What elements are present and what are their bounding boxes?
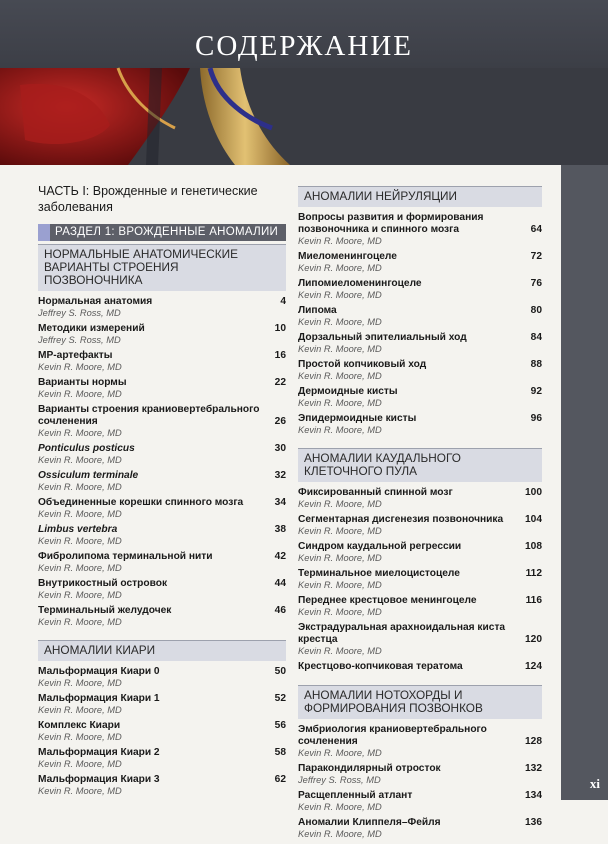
entry-author: Kevin R. Moore, MD xyxy=(298,344,382,354)
toc-entry xyxy=(38,578,286,601)
toc-entry xyxy=(298,817,542,840)
entry-author: Kevin R. Moore, MD xyxy=(298,748,382,758)
toc-entry xyxy=(38,443,286,466)
entry-page: 44 xyxy=(274,578,286,589)
group-heading: АНОМАЛИИ КАУДАЛЬНОГО КЛЕТОЧНОГО ПУЛА xyxy=(298,448,542,482)
entry-title: Объединенные корешки спинного мозга xyxy=(38,497,244,508)
toc-entry xyxy=(38,323,286,346)
toc-entry-line xyxy=(298,763,542,775)
entry-page: 76 xyxy=(530,278,542,289)
entry-title: Limbus vertebra xyxy=(38,524,118,535)
entry-page: 32 xyxy=(274,470,286,481)
toc-entry-line xyxy=(298,212,542,236)
toc-entry xyxy=(38,605,286,628)
toc-entry xyxy=(38,720,286,743)
entry-title: Простой копчиковый ход xyxy=(298,359,427,370)
toc-entry xyxy=(298,514,542,537)
entry-title: Ponticulus posticus xyxy=(38,443,135,454)
entry-page: 92 xyxy=(530,386,542,397)
entry-title: Внутрикостный островок xyxy=(38,578,168,589)
entry-title: Варианты нормы xyxy=(38,377,127,388)
entry-page: 112 xyxy=(525,568,542,579)
entry-page: 80 xyxy=(530,305,542,316)
entry-page: 58 xyxy=(274,747,286,758)
entry-author: Jeffrey S. Ross, MD xyxy=(38,335,121,345)
toc-entry-line xyxy=(298,278,542,290)
toc-entry xyxy=(298,305,542,328)
entry-page: 96 xyxy=(530,413,542,424)
entry-title: Варианты строения краниовертебрального сочленения xyxy=(38,404,260,427)
entry-author: Kevin R. Moore, MD xyxy=(298,371,382,381)
entry-page: 72 xyxy=(530,251,542,262)
toc-entry-line xyxy=(38,666,286,678)
entry-author: Kevin R. Moore, MD xyxy=(298,802,382,812)
toc-entry xyxy=(298,487,542,510)
toc-entry xyxy=(298,212,542,247)
toc-entry xyxy=(298,359,542,382)
toc-entry xyxy=(38,524,286,547)
entry-page: 64 xyxy=(530,224,542,235)
toc-entry-line xyxy=(298,595,542,607)
toc-entry xyxy=(298,790,542,813)
toc-entry xyxy=(298,661,542,673)
entry-author: Kevin R. Moore, MD xyxy=(38,678,122,688)
entry-page: 50 xyxy=(274,666,286,677)
toc-entry xyxy=(38,404,286,439)
toc-entry-line xyxy=(298,817,542,829)
toc-entry-line xyxy=(38,470,286,482)
toc-entry xyxy=(298,332,542,355)
entry-page: 88 xyxy=(530,359,542,370)
entry-page: 62 xyxy=(274,774,286,785)
toc-entry-line xyxy=(298,413,542,425)
entry-title: Терминальный желудочек xyxy=(38,605,172,616)
toc-entry xyxy=(38,747,286,770)
entry-title: Эпидермоидные кисты xyxy=(298,413,417,424)
toc-entry-line xyxy=(38,443,286,455)
header-banner xyxy=(0,0,608,165)
entry-title: Мальформация Киари 3 xyxy=(38,774,160,785)
toc-entry xyxy=(38,693,286,716)
entry-author: Kevin R. Moore, MD xyxy=(38,362,122,372)
entry-title: Мальформация Киари 2 xyxy=(38,747,160,758)
entry-author: Kevin R. Moore, MD xyxy=(38,590,122,600)
toc-entry xyxy=(38,497,286,520)
toc-entry xyxy=(298,595,542,618)
toc-entry-line xyxy=(38,404,286,428)
entry-title: Ossiculum terminale xyxy=(38,470,139,481)
toc-entry xyxy=(298,568,542,591)
entry-title: Вопросы развития и формирования позвоночника и спинного мозга xyxy=(298,212,484,235)
entry-page: 4 xyxy=(280,296,286,307)
entry-page: 10 xyxy=(274,323,286,334)
entry-title: Мальформация Киари 0 xyxy=(38,666,160,677)
entry-author: Kevin R. Moore, MD xyxy=(38,759,122,769)
left-groups xyxy=(38,244,286,797)
entry-author: Kevin R. Moore, MD xyxy=(298,646,382,656)
entry-page: 84 xyxy=(530,332,542,343)
entry-title: Нормальная анатомия xyxy=(38,296,153,307)
toc-entry-line xyxy=(298,487,542,499)
toc-entry-line xyxy=(38,720,286,732)
toc-entry-line xyxy=(298,332,542,344)
toc-entry xyxy=(298,413,542,436)
entry-page: 116 xyxy=(525,595,542,606)
right-groups xyxy=(298,186,542,840)
entry-page: 104 xyxy=(525,514,542,525)
entry-title: Дермоидные кисты xyxy=(298,386,398,397)
entry-page: 100 xyxy=(525,487,542,498)
toc-entry xyxy=(38,666,286,689)
toc-entry xyxy=(298,763,542,786)
entry-title: Липомиеломенингоцеле xyxy=(298,278,422,289)
toc-entry-line xyxy=(38,774,286,786)
entry-page: 134 xyxy=(525,790,542,801)
entry-author: Kevin R. Moore, MD xyxy=(298,829,382,839)
entry-page: 42 xyxy=(274,551,286,562)
entry-author: Kevin R. Moore, MD xyxy=(298,317,382,327)
entry-author: Kevin R. Moore, MD xyxy=(298,263,382,273)
toc-entry-line xyxy=(298,661,542,673)
right-column xyxy=(298,183,542,844)
entry-author: Kevin R. Moore, MD xyxy=(298,553,382,563)
group-heading: АНОМАЛИИ КИАРИ xyxy=(38,640,286,661)
toc-entry-line xyxy=(298,724,542,748)
entry-page: 16 xyxy=(274,350,286,361)
toc-entry-line xyxy=(298,359,542,371)
toc-entry-line xyxy=(38,323,286,335)
entry-author: Kevin R. Moore, MD xyxy=(38,563,122,573)
entry-page: 34 xyxy=(274,497,286,508)
toc-entry xyxy=(38,350,286,373)
entry-author: Kevin R. Moore, MD xyxy=(298,526,382,536)
group-heading: АНОМАЛИИ НЕЙРУЛЯЦИИ xyxy=(298,186,542,207)
entry-title: МР-артефакты xyxy=(38,350,113,361)
toc-entry-line xyxy=(38,551,286,563)
page-title: СОДЕРЖАНИЕ xyxy=(195,30,413,62)
toc-entry-line xyxy=(298,305,542,317)
toc-entry xyxy=(38,470,286,493)
toc-entry xyxy=(298,622,542,657)
entry-title: Переднее крестцовое менингоцеле xyxy=(298,595,477,606)
toc-entry-line xyxy=(38,350,286,362)
entry-author: Kevin R. Moore, MD xyxy=(298,398,382,408)
entry-author: Kevin R. Moore, MD xyxy=(38,509,122,519)
entry-author: Kevin R. Moore, MD xyxy=(38,617,122,627)
entry-page: 136 xyxy=(525,817,542,828)
entry-title: Мальформация Киари 1 xyxy=(38,693,160,704)
toc-entry-line xyxy=(298,251,542,263)
entry-title: Паракондилярный отросток xyxy=(298,763,441,774)
toc-entry-line xyxy=(38,605,286,617)
entry-title: Липома xyxy=(298,305,337,316)
section-title: РАЗДЕЛ 1: ВРОЖДЕННЫЕ АНОМАЛИИ xyxy=(38,224,286,241)
toc-entry xyxy=(298,541,542,564)
entry-author: Kevin R. Moore, MD xyxy=(38,455,122,465)
entry-author: Jeffrey S. Ross, MD xyxy=(298,775,381,785)
entry-title: Сегментарная дисгенезия позвоночника xyxy=(298,514,504,525)
entry-author: Kevin R. Moore, MD xyxy=(38,536,122,546)
entry-author: Kevin R. Moore, MD xyxy=(298,499,382,509)
entry-author: Kevin R. Moore, MD xyxy=(38,732,122,742)
entry-author: Kevin R. Moore, MD xyxy=(38,428,122,438)
page-number: xi xyxy=(589,776,600,791)
anatomy-illustration xyxy=(0,0,608,165)
entry-title: Терминальное миелоцистоцеле xyxy=(298,568,460,579)
left-column xyxy=(38,183,286,801)
entry-title: Фиксированный спинной мозг xyxy=(298,487,453,498)
entry-title: Дорзальный эпителиальный ход xyxy=(298,332,467,343)
entry-author: Kevin R. Moore, MD xyxy=(38,389,122,399)
entry-author: Kevin R. Moore, MD xyxy=(38,786,122,796)
toc-entry xyxy=(38,377,286,400)
entry-author: Kevin R. Moore, MD xyxy=(298,425,382,435)
group-heading: НОРМАЛЬНЫЕ АНАТОМИЧЕСКИЕ ВАРИАНТЫ СТРОЕНИЯ ПОЗВОНОЧНИКА xyxy=(38,244,286,291)
toc-entry-line xyxy=(38,693,286,705)
toc-entry xyxy=(298,251,542,274)
toc-entry-line xyxy=(298,790,542,802)
entry-page: 128 xyxy=(525,736,542,747)
toc-entry-line xyxy=(298,568,542,580)
entry-author: Kevin R. Moore, MD xyxy=(298,580,382,590)
entry-author: Kevin R. Moore, MD xyxy=(298,236,382,246)
toc-entry-line xyxy=(38,296,286,308)
entry-title: Методики измерений xyxy=(38,323,145,334)
toc-entry xyxy=(298,278,542,301)
toc-entry xyxy=(298,386,542,409)
entry-page: 56 xyxy=(274,720,286,731)
entry-title: Синдром каудальной регрессии xyxy=(298,541,462,552)
entry-title: Экстрадуральная арахноидальная киста крестца xyxy=(298,622,506,645)
part-title: ЧАСТЬ I: Врожденные и генетические заболевания xyxy=(38,184,258,214)
entry-title: Аномалии Клиппеля–Фейля xyxy=(298,817,441,828)
entry-page: 46 xyxy=(274,605,286,616)
entry-title: Фибролипома терминальной нити xyxy=(38,551,213,562)
toc-entry-line xyxy=(298,541,542,553)
entry-page: 38 xyxy=(274,524,286,535)
toc-entry xyxy=(38,296,286,319)
entry-author: Jeffrey S. Ross, MD xyxy=(38,308,121,318)
entry-title: Миеломенингоцеле xyxy=(298,251,397,262)
entry-page: 30 xyxy=(274,443,286,454)
group-heading: АНОМАЛИИ НОТОХОРДЫ И ФОРМИРОВАНИЯ ПОЗВОНКОВ xyxy=(298,685,542,719)
toc-entry-line xyxy=(38,524,286,536)
toc-entry xyxy=(298,724,542,759)
toc-entry-line xyxy=(298,622,542,646)
toc-entry xyxy=(38,551,286,574)
entry-title: Расщепленный атлант xyxy=(298,790,413,801)
entry-page: 108 xyxy=(525,541,542,552)
entry-page: 132 xyxy=(525,763,542,774)
entry-title: Крестцово-копчиковая тератома xyxy=(298,661,463,672)
entry-page: 124 xyxy=(525,661,542,672)
toc-entry-line xyxy=(38,497,286,509)
entry-page: 52 xyxy=(274,693,286,704)
toc-entry-line xyxy=(38,578,286,590)
entry-author: Kevin R. Moore, MD xyxy=(38,482,122,492)
entry-author: Kevin R. Moore, MD xyxy=(38,705,122,715)
entry-page: 120 xyxy=(525,634,542,645)
entry-title: Комплекс Киари xyxy=(38,720,121,731)
side-tab xyxy=(561,165,608,800)
toc-entry-line xyxy=(298,514,542,526)
entry-page: 22 xyxy=(274,377,286,388)
toc-entry-line xyxy=(38,377,286,389)
toc-entry-line xyxy=(298,386,542,398)
entry-author: Kevin R. Moore, MD xyxy=(298,290,382,300)
entry-author: Kevin R. Moore, MD xyxy=(298,607,382,617)
toc-entry xyxy=(38,774,286,797)
entry-page: 26 xyxy=(274,416,286,427)
toc-entry-line xyxy=(38,747,286,759)
entry-title: Эмбриология краниовертебрального сочленения xyxy=(298,724,487,747)
